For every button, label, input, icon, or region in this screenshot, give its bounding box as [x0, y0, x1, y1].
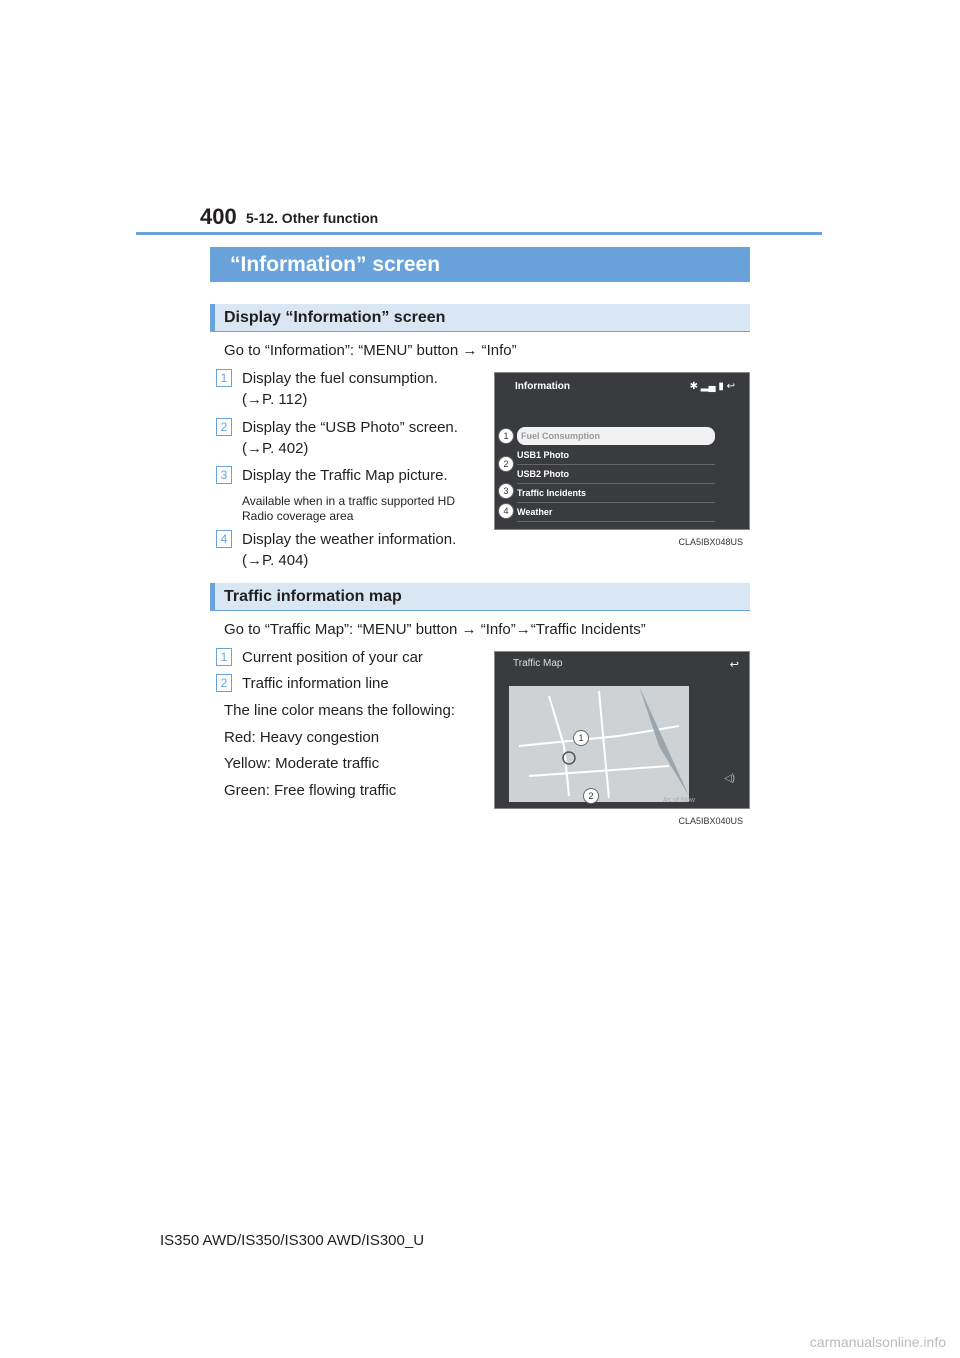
- screen-title: Traffic Map: [513, 658, 563, 669]
- item-ref: (→P. 404): [242, 552, 309, 569]
- menu-item: USB1 Photo: [517, 446, 715, 465]
- callout-number: 1: [498, 428, 514, 444]
- item-text: Display the fuel consumption.: [242, 370, 438, 387]
- menu-item: Fuel Consumption: [517, 427, 715, 445]
- legend-line: Green: Free flowing traffic: [224, 782, 397, 799]
- item-ref: (→P. 402): [242, 440, 309, 457]
- traffic-map-figure: [494, 651, 750, 826]
- step-number: 2: [216, 418, 232, 436]
- menu-item: USB2 Photo: [517, 465, 715, 484]
- callout-number: 2: [498, 456, 514, 472]
- item-note: Available when in a traffic supported HD Radio coverage area: [242, 494, 456, 523]
- item-text: Display the Traffic Map picture.: [242, 467, 448, 484]
- header-rule: [136, 232, 822, 235]
- subsection-title: Traffic information map: [224, 588, 402, 605]
- callout-number: 1: [573, 730, 589, 746]
- screen-title: Information: [515, 381, 570, 392]
- legend-line: The line color means the following:: [224, 702, 455, 719]
- item-text: Display the “USB Photo” screen.: [242, 419, 458, 436]
- section-bar: [210, 247, 750, 282]
- watermark: carmanualsonline.info: [809, 1334, 946, 1350]
- step-number: 2: [216, 674, 232, 692]
- callout-number: 2: [583, 788, 599, 804]
- subsection-title: Display “Information” screen: [224, 309, 446, 326]
- as-of-label: As of Now: [663, 797, 695, 804]
- back-icon: ↩: [729, 659, 739, 671]
- intro-text: Go to “Traffic Map”: “MENU” button → “Info”→“Traffic Incidents”: [224, 621, 646, 638]
- section-title: “Information” screen: [230, 253, 441, 276]
- figure-code: CLA5IBX040US: [678, 816, 743, 826]
- chapter-title: 5-12. Other function: [246, 210, 379, 226]
- footer-model: IS350 AWD/IS350/IS300 AWD/IS300_U: [160, 1232, 425, 1249]
- information-screen-figure: [494, 372, 750, 547]
- item-text: Current position of your car: [242, 649, 423, 666]
- subsection-bar-information: [210, 304, 750, 332]
- map-area: [509, 686, 689, 802]
- step-number: 1: [216, 648, 232, 666]
- map-roads: [509, 686, 689, 802]
- step-number: 3: [216, 466, 232, 484]
- legend-line: Yellow: Moderate traffic: [224, 755, 380, 772]
- legend-line: Red: Heavy congestion: [224, 729, 380, 746]
- subsection-bar-traffic: [210, 583, 750, 611]
- sound-icon: ◁): [723, 773, 735, 784]
- status-icons: ✱ ▂▄ ▮ ↩: [689, 381, 735, 392]
- item-text: Traffic information line: [242, 675, 389, 692]
- menu-item: Weather: [517, 503, 715, 522]
- callout-number: 4: [498, 503, 514, 519]
- item-ref: (→P. 112): [242, 391, 308, 408]
- figure-code: CLA5IBX048US: [678, 537, 743, 547]
- step-number: 1: [216, 369, 232, 387]
- step-number: 4: [216, 530, 232, 548]
- menu-item: Traffic Incidents: [517, 484, 715, 503]
- page-number: 400: [200, 204, 237, 229]
- intro-text: Go to “Information”: “MENU” button → “Info”: [224, 342, 517, 359]
- callout-number: 3: [498, 483, 514, 499]
- item-text: Display the weather information.: [242, 531, 457, 548]
